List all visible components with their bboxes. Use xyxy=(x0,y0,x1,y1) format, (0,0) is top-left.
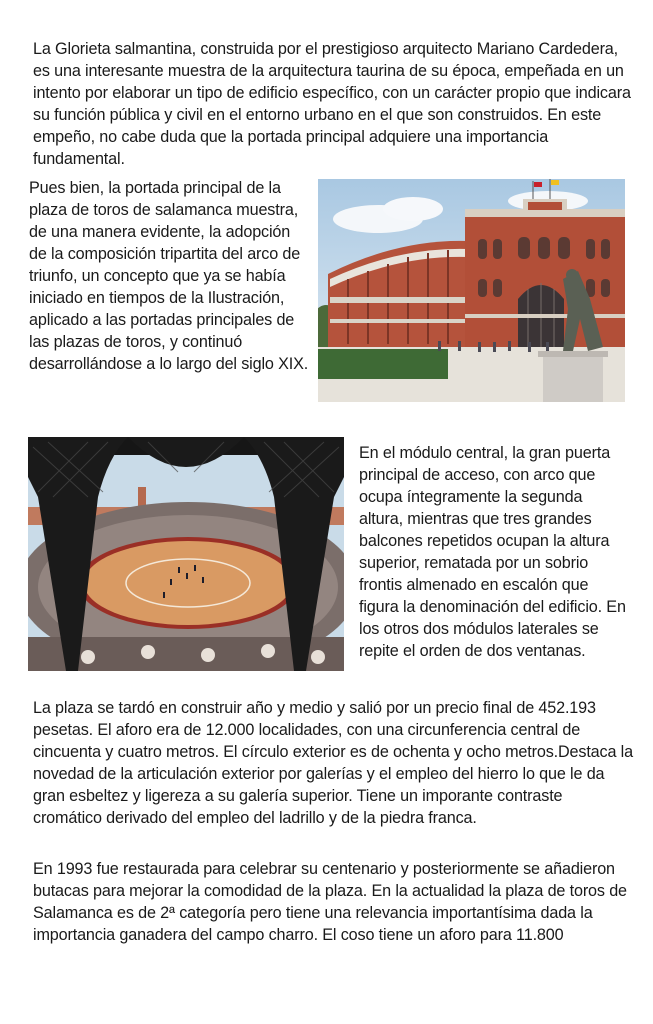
intro-paragraph: La Glorieta salmantina, construida por el prestigioso arquitecto Mariano Cardedera, es una interesante muestra de la arquitectura taurina de su época, empeñada en un intento por elaborar un tipo de edificio específico, con un carácter propio que indicara su función pública y civil en el entorno urbano en el que son construidos. En este empeño, no cabe duda que la portada principal adquiere una importancia fundamental. xyxy=(33,40,631,168)
portada-paragraph: Pues bien, la portada principal de la plaza de toros de salamanca muestra, de una manera evidente, la adopción de la composición tripartita del arco de triunfo, un concepto que ya se había iniciado en tiempos de la Ilustración, aplicado a las portadas principales de las plazas de toros, y continuó desarrollándose a lo largo del siglo XIX. xyxy=(29,179,309,373)
bullring-facade-photo xyxy=(318,179,625,402)
construccion-paragraph: La plaza se tardó en construir año y medio y salió por un precio final de 452.193 pesetas. El aforo era de 12.000 localidades, con una circunferencia central de cincuenta y cuatro metros. El círculo exterior es de ochenta y ocho metros.Destaca la novedad de la articulación exterior por galerías y el empleo del hierro lo que le da gran esbeltez y ligereza a su galería superior. Tiene un imporante contraste cromático derivado del empleo del ladrillo y de la piedra franca. xyxy=(33,699,633,827)
restauracion-paragraph: En 1993 fue restaurada para celebrar su centenario y posteriormente se añadieron butacas para mejorar la comodidad de la plaza. En la actualidad la plaza de toros de Salamanca es de 2ª categoría pero tiene una relevancia importantísima dada la importancia ganadera del campo charro. El coso tiene un aforo para 11.800 xyxy=(33,860,627,944)
modulo-paragraph: En el módulo central, la gran puerta principal de acceso, con arco que ocupa íntegramente la segunda altura, mientras que tres grandes balcones repetidos ocupan la altura superior, rematada por un sobrio frontis almenado en escalón que figura la denominación del edificio. En los otros dos módulos laterales se repite el orden de dos ventanas. xyxy=(359,444,626,660)
bullring-interior-photo xyxy=(28,437,344,671)
